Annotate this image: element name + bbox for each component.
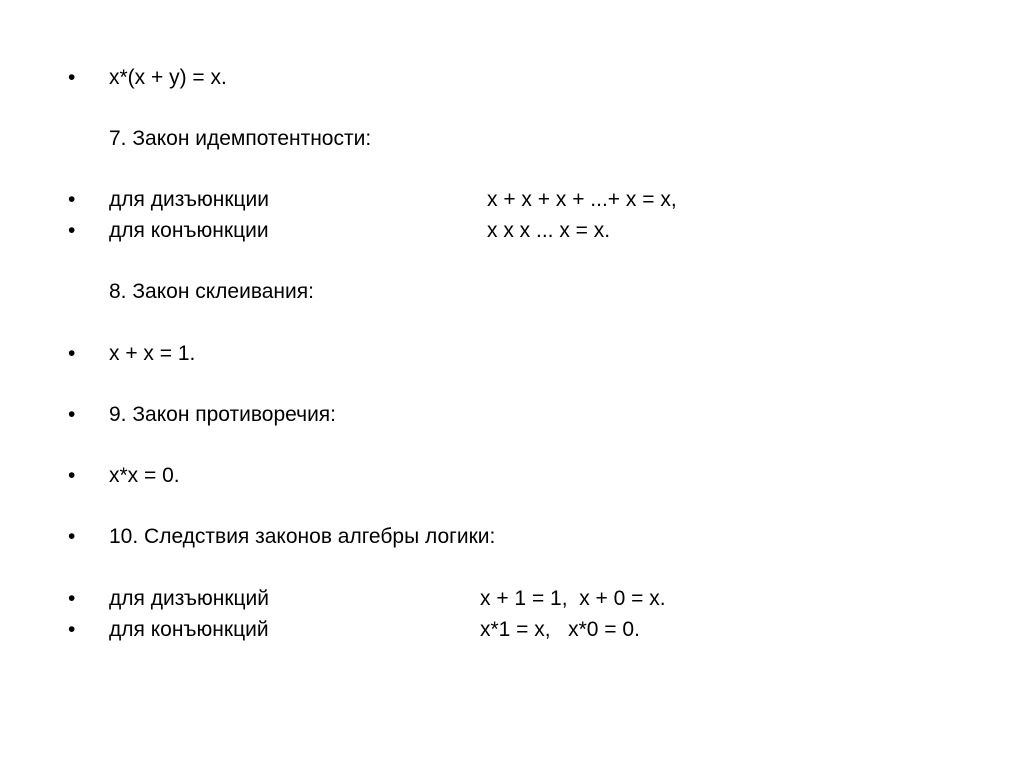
- label-conjunction: для конъюнкции: [109, 219, 269, 242]
- heading-idempotence: 7. Закон идемпотентности:: [109, 127, 372, 150]
- heading-gluing: 8. Закон склеивания:: [109, 280, 314, 303]
- bullet-marker: •: [68, 464, 76, 487]
- heading-contradiction: 9. Закон противоречия:: [109, 403, 337, 426]
- list-item-disjunction-idempotence: [0, 185, 1024, 215]
- formula-conjunction-idempotence: x x x ... x = x.: [487, 219, 611, 242]
- bullet-marker: •: [68, 587, 76, 610]
- list-item-gluing: [0, 339, 1024, 369]
- bullet-marker: •: [68, 66, 76, 89]
- list-item-contradiction-heading: [0, 400, 1024, 430]
- bullet-marker: •: [68, 342, 76, 365]
- section-heading-idempotence: [0, 124, 1024, 154]
- formula-conjunctions-consequence: x*1 = x, x*0 = 0.: [480, 618, 640, 641]
- formula-absorption: x*(x + y) = x.: [109, 66, 227, 89]
- formula-disjunction-idempotence: x + x + x + ...+ x = x,: [487, 188, 677, 211]
- list-item-conjunctions-consequence: [0, 615, 1024, 645]
- heading-consequences: 10. Следствия законов алгебры логики:: [109, 525, 496, 548]
- formula-disjunctions-consequence: x + 1 = 1, x + 0 = x.: [480, 587, 666, 610]
- list-item-disjunctions-consequence: [0, 584, 1024, 614]
- label-disjunctions: для дизъюнкций: [109, 587, 270, 610]
- formula-contradiction: x*x = 0.: [109, 464, 180, 487]
- label-conjunctions: для конъюнкций: [109, 618, 269, 641]
- bullet-marker: •: [68, 618, 76, 641]
- section-heading-gluing: [0, 277, 1024, 307]
- list-item-consequences-heading: [0, 522, 1024, 552]
- list-item-absorption: [0, 63, 1024, 93]
- list-item-contradiction: [0, 461, 1024, 491]
- bullet-marker: •: [68, 403, 76, 426]
- label-disjunction: для дизъюнкции: [109, 188, 270, 211]
- bullet-marker: •: [68, 525, 76, 548]
- formula-gluing: x + x = 1.: [109, 342, 196, 365]
- bullet-marker: •: [68, 219, 76, 242]
- list-item-conjunction-idempotence: [0, 216, 1024, 246]
- bullet-marker: •: [68, 188, 76, 211]
